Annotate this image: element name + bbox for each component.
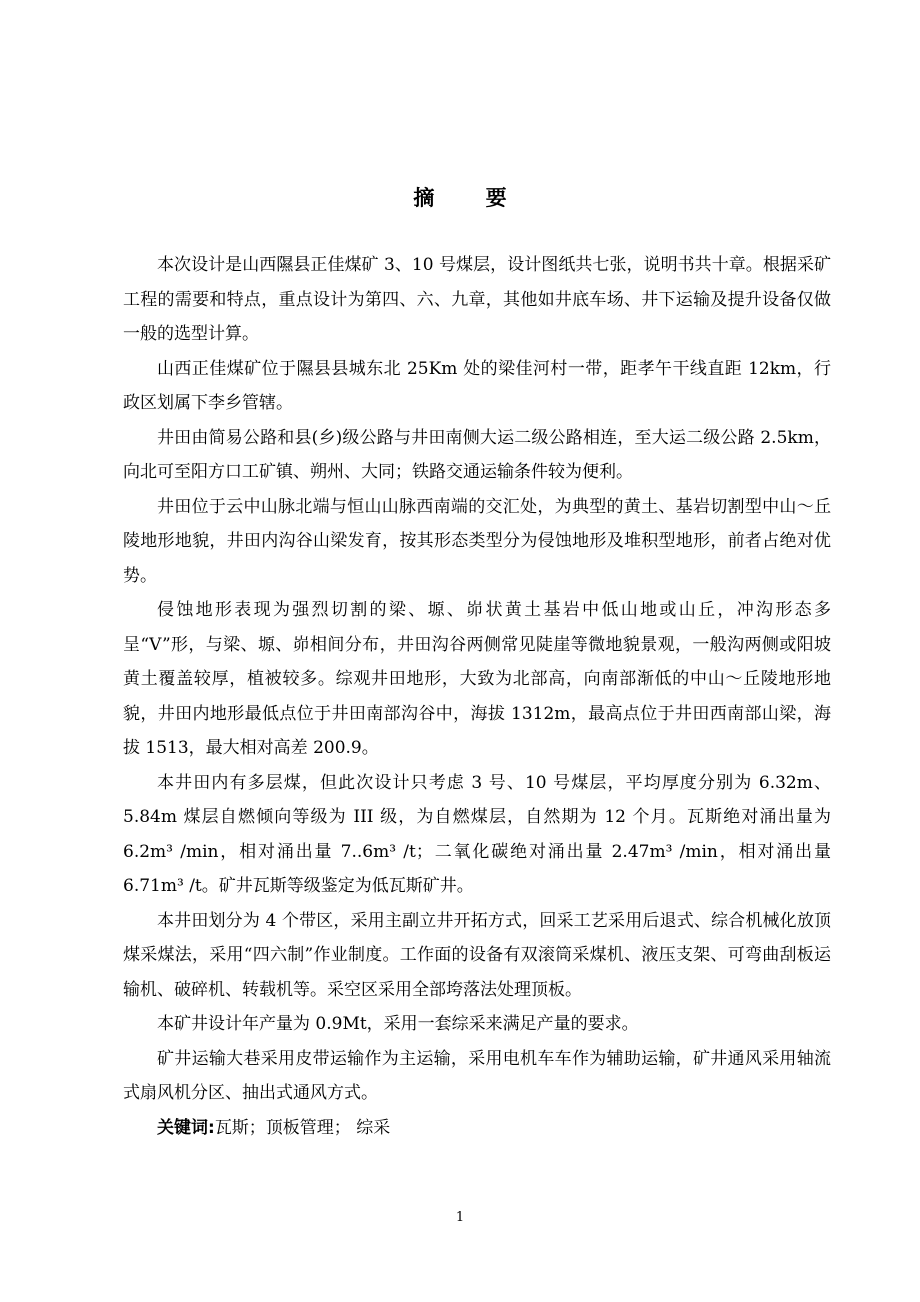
paragraph-ventilation: 矿井运输大巷采用皮带运输作为主运输，采用电机车车作为辅助运输，矿井通风采用轴流式扇风机分区、抽出式通风方式。 — [123, 1048, 831, 1103]
page-title: 摘 要 — [413, 185, 529, 210]
paragraph-transport: 井田由简易公路和县(乡)级公路与井田南侧大运二级公路相连，至大运二级公路 2.5km，向北可至阳方口工矿镇、朔州、大同；铁路交通运输条件较为便利。 — [123, 427, 831, 482]
paragraph-output: 本矿井设计年产量为 0.9Mt，采用一套综采来满足产量的要求。 — [157, 1014, 639, 1034]
keywords-label: 关键词: — [157, 1117, 215, 1138]
page-number: 1 — [455, 1210, 465, 1225]
keywords-text: 瓦斯；顶板管理； 综采 — [214, 1117, 391, 1138]
abstract-body — [123, 248, 831, 1145]
keywords-line — [123, 1111, 831, 1146]
paragraph-coal-seams: 本井田内有多层煤，但此次设计只考虑 3 号、10 号煤层，平均厚度分别为 6.32m、5.84m 煤层自燃倾向等级为 III 级，为自燃煤层，自然期为 12 个月。瓦斯绝对涌出量为 6.2m³ /min，相对涌出量 7..6m³ /t；二氧化碳绝对涌出量 2.47m³ /min，相对涌出量 6.71m³ /t。矿井瓦斯等级鉴定为低瓦斯矿井。 — [123, 772, 831, 896]
paragraph-location: 山西正佳煤矿位于隰县县城东北 25Km 处的梁佳河村一带，距孝午干线直距 12km，行政区划属下李乡管辖。 — [123, 358, 831, 413]
paragraph-terrain: 井田位于云中山脉北端与恒山山脉西南端的交汇处，为典型的黄土、基岩切割型中山～丘陵地形地貌，井田内沟谷山梁发育，按其形态类型分为侵蚀地形及堆积型地形，前者占绝对优势。 — [123, 496, 831, 586]
paragraph-design-overview: 本次设计是山西隰县正佳煤矿 3、10 号煤层，设计图纸共七张，说明书共十章。根据采矿工程的需要和特点，重点设计为第四、六、九章，其他如井底车场、井下运输及提升设备仅做一般的选型计算。 — [123, 255, 831, 344]
paragraph-erosion-landform: 侵蚀地形表现为强烈切割的梁、塬、峁状黄土基岩中低山地或山丘，冲沟形态多呈“V”形，与梁、塬、峁相间分布，井田沟谷两侧常见陡崖等微地貌景观，一般沟两侧或阳坡黄土覆盖较厚，植被较多。综观井田地形，大致为北部高，向南部渐低的中山～丘陵地形地貌，井田内地形最低点位于井田南部沟谷中，海拔 1312m，最高点位于井田西南部山梁，海拔 1513，最大相对高差 200.9。 — [123, 600, 831, 758]
paragraph-mining-method: 本井田划分为 4 个带区，采用主副立井开拓方式，回采工艺采用后退式、综合机械化放顶煤采煤法，采用“四六制”作业制度。工作面的设备有双滚筒采煤机、液压支架、可弯曲刮板运输机、破碎机、转载机等。采空区采用全部垮落法处理顶板。 — [123, 910, 831, 1000]
